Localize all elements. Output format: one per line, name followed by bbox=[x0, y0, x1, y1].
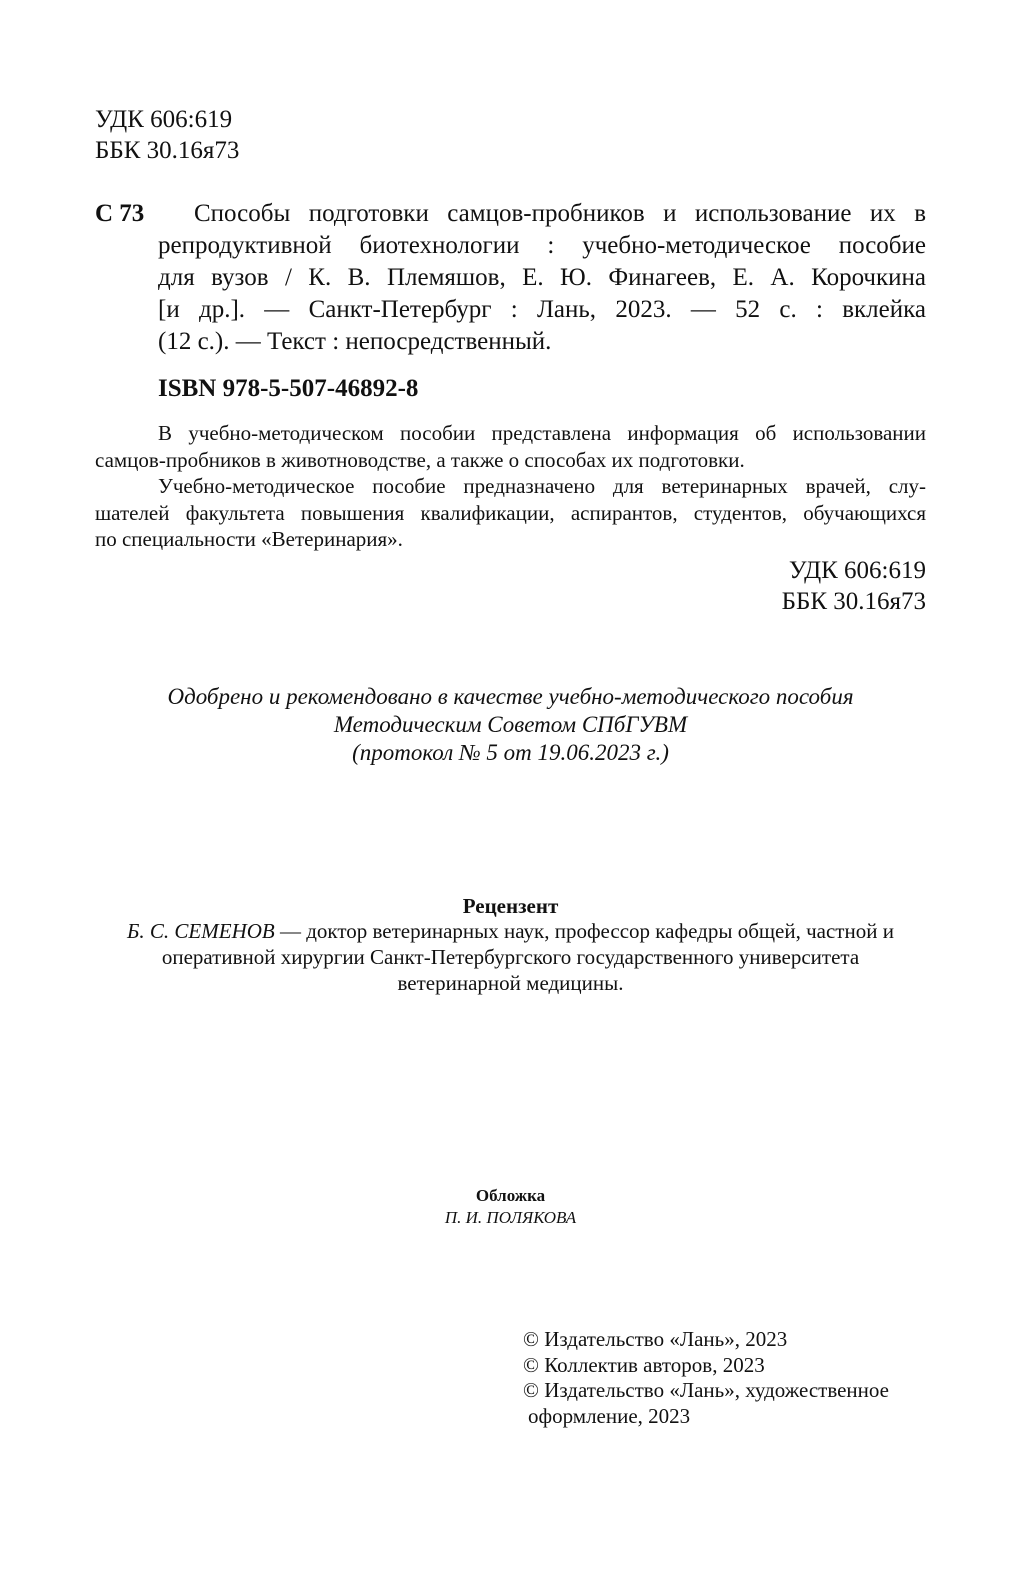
annotation-line: В учебно-методическом пособии представлена информация об использовании bbox=[158, 421, 926, 445]
copyright-line: © Издательство «Лань», 2023 bbox=[523, 1327, 788, 1351]
reviewer-name: Б. С. СЕМЕНОВ bbox=[127, 919, 275, 943]
cover-designer: П. И. ПОЛЯКОВА bbox=[444, 1208, 577, 1227]
copyright-line: оформление, 2023 bbox=[528, 1403, 691, 1428]
reviewer-info bbox=[95, 918, 926, 996]
biblio-line: репродуктивной биотехнологии : учебно-методическое пособие bbox=[158, 232, 926, 259]
bibliographic-description bbox=[158, 198, 926, 358]
cover-heading: Обложка bbox=[475, 1186, 546, 1205]
bbk-code: ББК 30.16я73 bbox=[95, 137, 240, 164]
annotation-line: шателей факультета повышения квалификации, аспирантов, студентов, обучающихся bbox=[95, 500, 926, 525]
reviewer-heading: Рецензент bbox=[462, 894, 559, 918]
reviewer-line bbox=[95, 918, 926, 944]
reviewer-credentials: — доктор ветеринарных наук, профессор кафедры общей, частной и bbox=[274, 919, 894, 943]
copyright-line: © Издательство «Лань», художественное bbox=[523, 1378, 889, 1402]
author-mark: С 73 bbox=[95, 200, 145, 227]
udk-bbk-header bbox=[95, 104, 239, 166]
biblio-line: Способы подготовки самцов-пробников и использование их в bbox=[194, 200, 926, 227]
annotation-line: Учебно-методическое пособие предназначено для ветеринарных врачей, слу- bbox=[158, 474, 926, 498]
biblio-line: (12 с.). — Текст : непосредственный. bbox=[158, 328, 552, 355]
udk-code: УДК 606:619 bbox=[95, 106, 233, 133]
annotation bbox=[95, 420, 926, 553]
copyright-line: © Коллектив авторов, 2023 bbox=[523, 1352, 765, 1377]
annotation-line: по специальности «Ветеринария». bbox=[95, 527, 403, 551]
udk-code: УДК 606:619 bbox=[788, 557, 926, 584]
approval-note bbox=[95, 683, 926, 767]
approval-line: (протокол № 5 от 19.06.2023 г.) bbox=[352, 740, 669, 765]
udk-bbk-footer bbox=[600, 555, 926, 617]
bbk-code: ББК 30.16я73 bbox=[781, 588, 926, 615]
isbn: ISBN 978-5-507-46892-8 bbox=[158, 375, 419, 402]
reviewer-line: оперативной хирургии Санкт-Петербургского государственного университета bbox=[161, 945, 860, 969]
annotation-line: самцов-пробников в животноводстве, а также о способах их подготовки. bbox=[95, 447, 745, 472]
biblio-line: для вузов / К. В. Племяшов, Е. Ю. Финагеев, Е. А. Корочкина bbox=[158, 264, 926, 291]
approval-line: Одобрено и рекомендовано в качестве учебно-методического пособия bbox=[167, 684, 854, 709]
biblio-line: [и др.]. — Санкт-Петербург : Лань, 2023. — 52 с. : вклейка bbox=[158, 296, 926, 323]
copyright-block bbox=[523, 1327, 943, 1429]
approval-line: Методическим Советом СПбГУВМ bbox=[333, 712, 688, 737]
reviewer-line: ветеринарной медицины. bbox=[397, 971, 624, 995]
